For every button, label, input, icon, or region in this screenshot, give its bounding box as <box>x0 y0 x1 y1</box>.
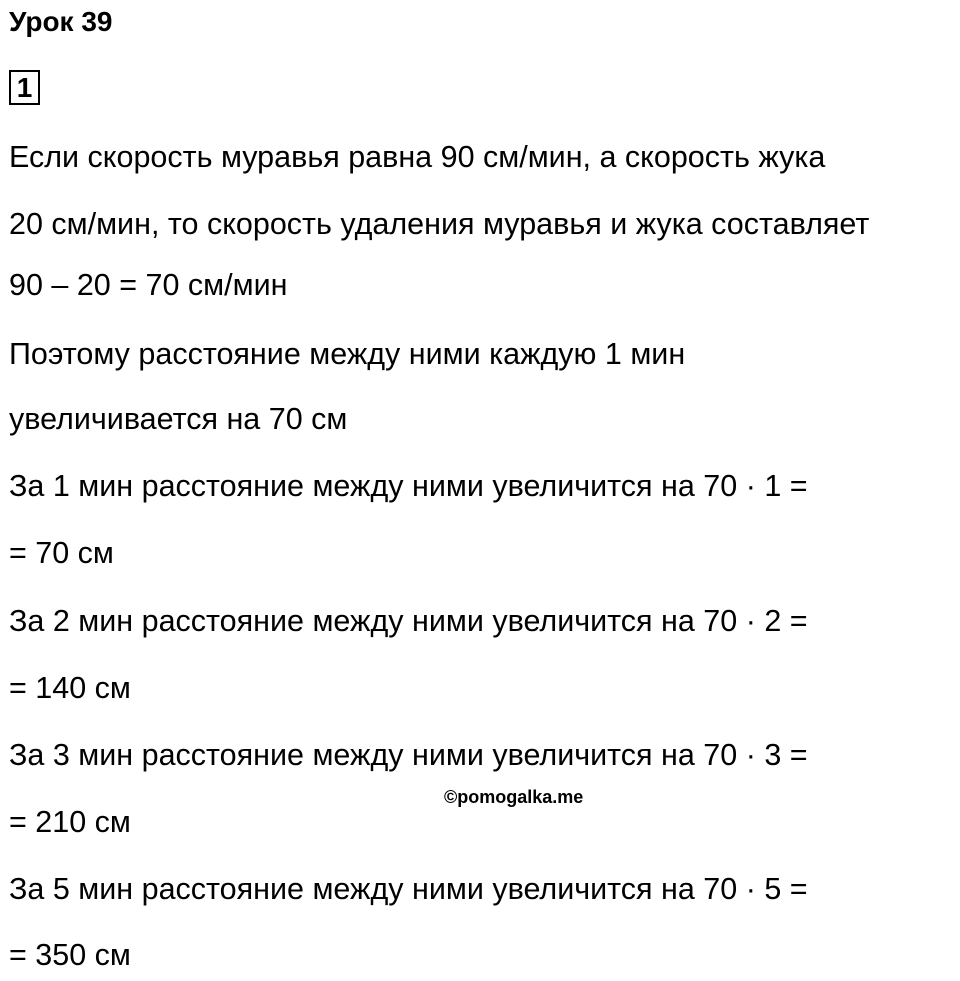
solution-line-1: Если скорость муравья равна 90 см/мин, а скорость жука <box>9 140 826 174</box>
solution-line-3: 90 – 20 = 70 см/мин <box>9 268 288 302</box>
task-number: 1 <box>16 71 33 103</box>
solution-line-5: увеличивается на 70 см <box>9 402 348 436</box>
solution-line-11: = 210 см <box>9 805 131 839</box>
solution-line-4: Поэтому расстояние между ними каждую 1 мин <box>9 337 686 371</box>
solution-line-7: = 70 см <box>9 536 114 570</box>
task-number-box <box>9 70 40 105</box>
solution-line-12: За 5 мин расстояние между ними увеличится на 70 · 5 = <box>9 872 808 906</box>
solution-line-2: 20 см/мин, то скорость удаления муравья и жука составляет <box>9 207 870 241</box>
solution-line-9: = 140 см <box>9 671 131 705</box>
solution-line-10: За 3 мин расстояние между ними увеличится на 70 · 3 = <box>9 738 808 772</box>
watermark: ©pomogalka.me <box>444 787 584 807</box>
page-title: Урок 39 <box>9 6 113 37</box>
solution-line-6: За 1 мин расстояние между ними увеличится на 70 · 1 = <box>9 469 808 503</box>
solution-line-13: = 350 см <box>9 938 131 972</box>
solution-line-8: За 2 мин расстояние между ними увеличится на 70 · 2 = <box>9 604 808 638</box>
